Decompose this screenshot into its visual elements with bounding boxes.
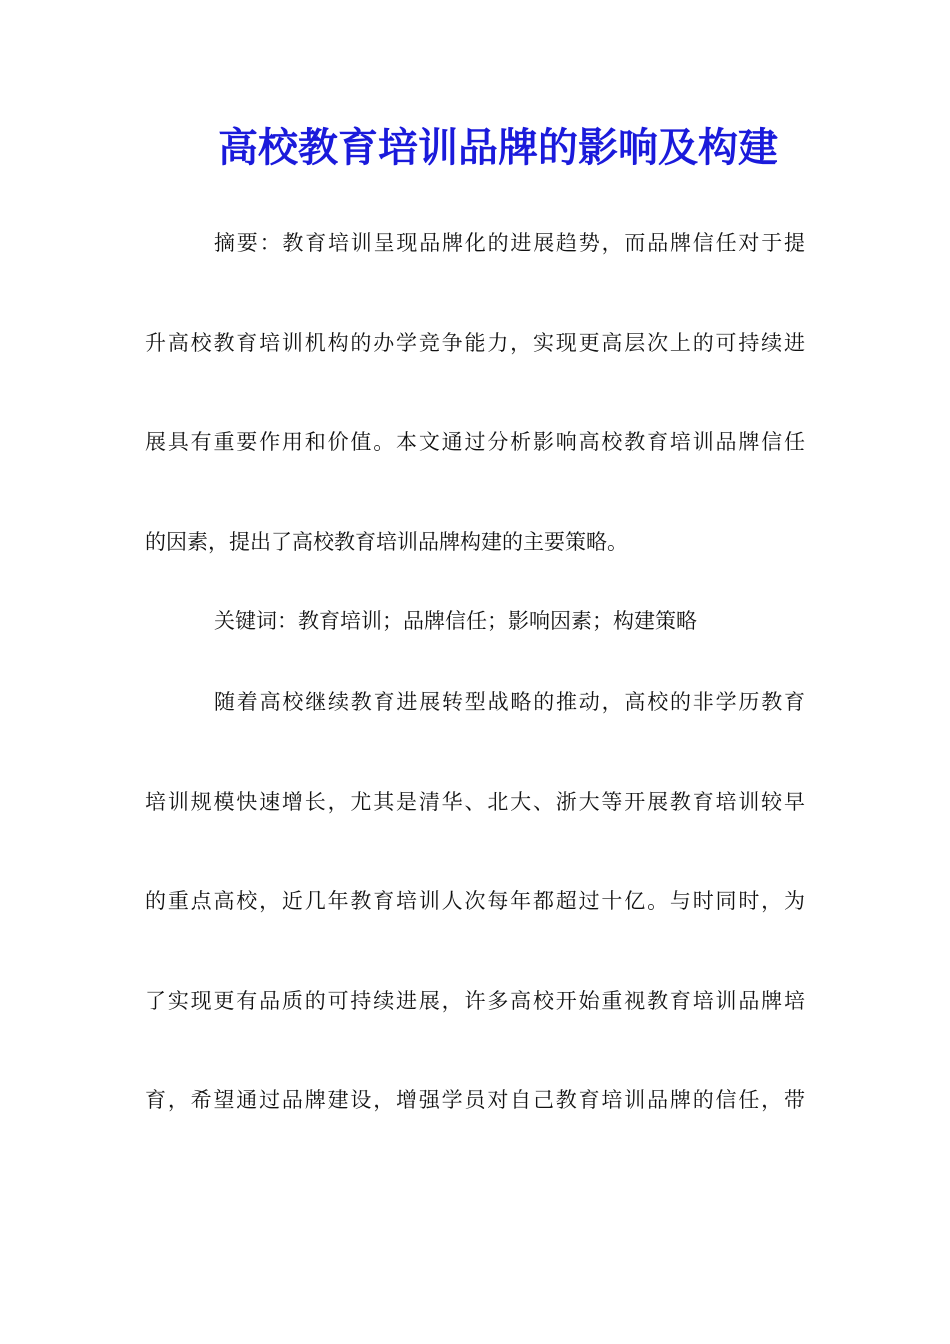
document-title: 高校教育培训品牌的影响及构建 [218,124,778,171]
keywords-line: 关键词：教育培训；品牌信任；影响因素；构建策略 [214,609,697,633]
abstract-line-2: 升高校教育培训机构的办学竞争能力，实现更高层次上的可持续进 [145,331,805,355]
abstract-line-1: 摘要：教育培训呈现品牌化的进展趋势，而品牌信任对于提 [214,231,805,255]
body-line-1: 随着高校继续教育进展转型战略的推动，高校的非学历教育 [214,690,805,714]
abstract-line-3: 展具有重要作用和价值。本文通过分析影响高校教育培训品牌信任 [145,430,805,454]
body-line-2: 培训规模快速增长，尤其是清华、北大、浙大等开展教育培训较早 [145,790,805,814]
body-line-3: 的重点高校，近几年教育培训人次每年都超过十亿。与时同时，为 [145,889,805,913]
abstract-line-4: 的因素，提出了高校教育培训品牌构建的主要策略。 [145,530,628,554]
body-line-5: 育，希望通过品牌建设，增强学员对自己教育培训品牌的信任，带 [145,1088,805,1112]
body-line-4: 了实现更有品质的可持续进展，许多高校开始重视教育培训品牌培 [145,989,805,1013]
